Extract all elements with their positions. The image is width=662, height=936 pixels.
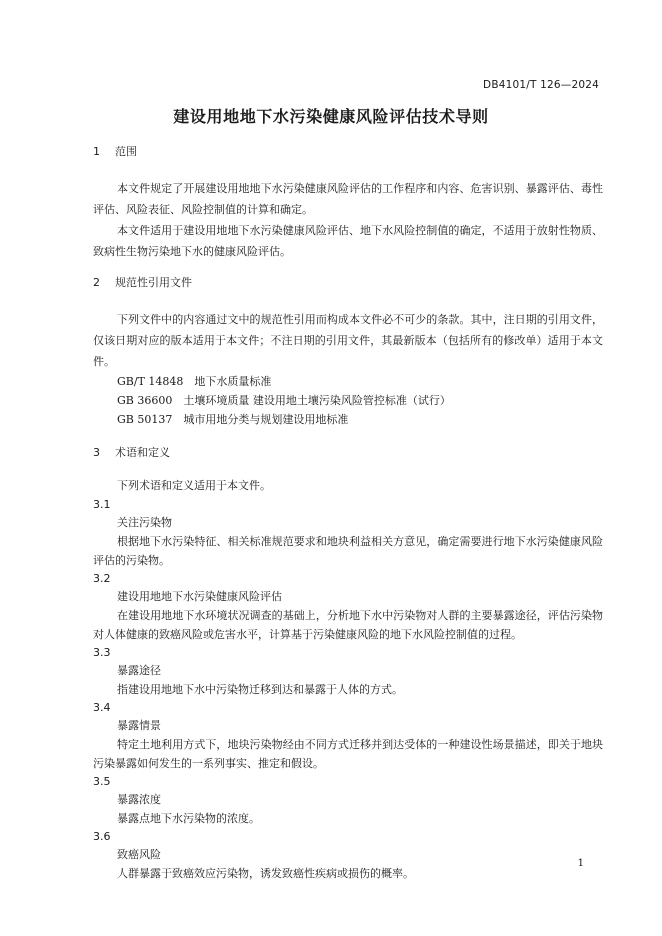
term-definition: 特定土地利用方式下，地块污染物经由不同方式迁移并到达受体的一种建设性场景描述，即关于地块污染暴露如何发生的一系列事实、推定和假设。 — [93, 738, 603, 770]
term-entry — [93, 773, 603, 828]
section-title: 术语和定义 — [115, 446, 170, 459]
section-heading — [93, 145, 603, 167]
paragraph: 本文件规定了开展建设用地地下水污染健康风险评估的工作程序和内容、危害识别、暴露评估、毒性评估、风险表征、风险控制值的计算和确定。 — [93, 182, 603, 216]
term-definition: 根据地下水污染特征、相关标准规范要求和地块利益相关方意见，确定需要进行地下水污染健康风险评估的污染物。 — [93, 535, 603, 567]
document-code: DB4101/T 126—2024 — [483, 79, 599, 91]
term-number: 3.3 — [93, 646, 111, 659]
section-terms-definitions — [93, 446, 603, 883]
term-name: 致癌风险 — [117, 848, 161, 861]
section-number: 1 — [93, 145, 100, 158]
reference-item: GB 50137 城市用地分类与规划建设用地标准 — [117, 413, 349, 426]
term-entry — [93, 644, 603, 699]
term-definition: 人群暴露于致癌效应污染物，诱发致癌性疾病或损伤的概率。 — [117, 867, 414, 880]
reference-item: GB/T 14848 地下水质量标准 — [117, 375, 272, 388]
document-body — [93, 145, 603, 883]
section-title: 范围 — [115, 145, 137, 158]
section-normative-references — [93, 276, 603, 429]
document-title: 建设用地地下水污染健康风险评估技术导则 — [173, 107, 489, 126]
reference-item: GB 36600 土壤环境质量 建设用地土壤污染风险管控标准（试行） — [117, 394, 451, 407]
paragraph: 下列术语和定义适用于本文件。 — [117, 479, 271, 492]
term-name: 建设用地地下水污染健康风险评估 — [117, 590, 282, 603]
term-number: 3.2 — [93, 572, 111, 585]
section-heading — [93, 446, 603, 468]
term-entry — [93, 828, 603, 883]
paragraph: 本文件适用于建设用地地下水污染健康风险评估、地下水风险控制值的确定，不适用于放射性物质、致病性生物污染地下水的健康风险评估。 — [93, 224, 603, 258]
term-entry — [93, 570, 603, 644]
section-heading — [93, 276, 603, 298]
paragraph: 下列文件中的内容通过文中的规范性引用而构成本文件必不可少的条款。其中，注日期的引用文件，仅该日期对应的版本适用于本文件；不注日期的引用文件，其最新版本（包括所有的修改单）适用于本文件。 — [93, 313, 603, 368]
section-number: 2 — [93, 276, 100, 289]
term-number: 3.6 — [93, 830, 111, 843]
term-name: 暴露途径 — [117, 664, 161, 677]
term-number: 3.4 — [93, 701, 111, 714]
term-definition: 指建设用地地下水中污染物迁移到达和暴露于人体的方式。 — [117, 683, 403, 696]
term-name: 关注污染物 — [117, 516, 172, 529]
term-definition: 暴露点地下水污染物的浓度。 — [117, 812, 260, 825]
term-number: 3.1 — [93, 498, 111, 511]
term-name: 暴露浓度 — [117, 793, 161, 806]
term-entry — [93, 496, 603, 570]
term-number: 3.5 — [93, 775, 111, 788]
section-scope — [93, 145, 603, 262]
term-name: 暴露情景 — [117, 719, 161, 732]
term-entry — [93, 699, 603, 773]
page-number: 1 — [577, 858, 584, 869]
section-number: 3 — [93, 446, 100, 459]
term-definition: 在建设用地地下水环境状况调查的基础上，分析地下水中污染物对人群的主要暴露途径，评估污染物对人体健康的致癌风险或危害水平，计算基于污染健康风险的地下水风险控制值的过程。 — [93, 609, 603, 641]
section-title: 规范性引用文件 — [115, 276, 192, 289]
